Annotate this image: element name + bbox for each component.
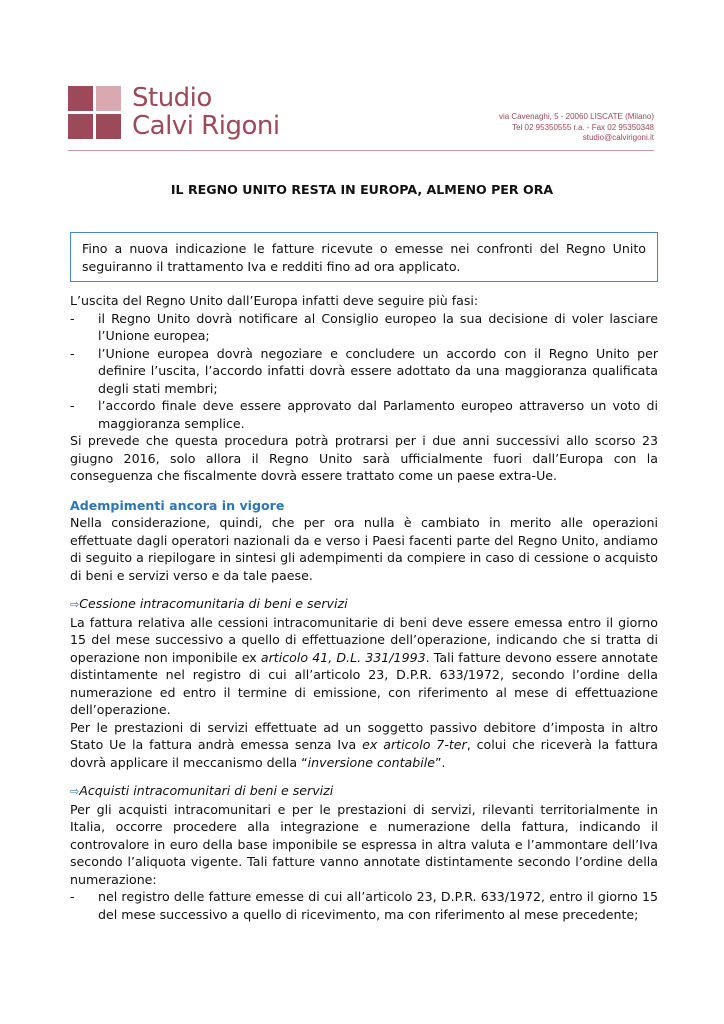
law-reference: ex articolo 7-ter [362, 737, 467, 752]
arrow-right-icon: ⇨ [70, 785, 80, 798]
logo-text [132, 84, 280, 140]
arrow-right-icon: ⇨ [70, 598, 80, 611]
section-heading: Adempimenti ancora in vigore [70, 497, 285, 513]
list-item-text: l’accordo finale deve essere approvato dal Parlamento europeo attraverso un voto di maggioranza semplice. [98, 398, 658, 431]
contact-phone: Tel 02 95350555 r.a. - Fax 02 95350348 [512, 122, 654, 132]
header-divider [68, 150, 654, 151]
text-run: Per le prestazioni di servizi effettuate ad un soggetto passivo debitore d’imposta in altro Stato Ue la fattura andrà emessa senza Iva [70, 719, 658, 752]
subsection-heading-cessione [70, 595, 658, 614]
section-paragraph: Nella considerazione, quindi, che per ora nulla è cambiato in merito alle operazioni effettuate dagli operatori nazionali da e verso i Paesi facenti parte del Regno Unito, andiamo di seguito a riepilogare in sintesi gli adempimenti da compiere in caso di cessione o acquisto di beni e servizi verso e da tale paese. [70, 515, 658, 583]
law-reference: articolo 41, D.L. 331/1993 [260, 649, 426, 665]
conclusion-paragraph: Si prevede che questa procedura potrà protrarsi per i due anni successivi allo scorso 23 giugno 2016, solo allora il Regno Unito sarà ufficialmente fuori dall’Europa con la conseguenza che fiscalmente dovrà essere trattato come un paese extra-Ue. [70, 433, 658, 483]
list-item-text: nel registro delle fatture emesse di cui all’articolo 23, D.P.R. 633/1972, entro il giorno 15 del mese successivo a quello di ricevimento, ma con riferimento al mese precedente; [98, 889, 658, 922]
list-item-text: il Regno Unito dovrà notificare al Consiglio europeo la sua decisione di voler lasciare l’Unione europea; [98, 310, 658, 343]
list-item [70, 888, 658, 923]
contact-address: via Cavenaghi, 5 - 20060 LISCATE (Milano) [498, 112, 654, 121]
list-item [70, 345, 658, 398]
logo-line-1: Studio [132, 83, 212, 113]
text-run: . Tali fatture devono essere annotate distintamente nel registro di cui all’articolo 23, D.P.R. 633/1972, secondo l’ordine della numerazione ed entro il termine di emissione, con riferimento al mese di effettuazione dell’operazione. [70, 649, 658, 717]
term-reference: inversione contabile [307, 754, 436, 770]
intro-paragraph: L’uscita del Regno Unito dall’Europa infatti deve seguire più fasi: [70, 293, 479, 308]
cessione-paragraph-1 [70, 614, 658, 719]
document-title: IL REGNO UNITO RESTA IN EUROPA, ALMENO PER ORA [170, 182, 554, 197]
text-run: , colui che riceverà la fattura dovrà applicare il meccanismo della “ [70, 737, 658, 770]
acquisti-paragraph: Per gli acquisti intracomunitari e per le prestazioni di servizi, rilevanti territorialmente in Italia, occorre procedere alla integrazione e numerazione della fattura, indicando il controvalore in euro della base imponibile se espressa in altra valuta e l’ammontare dell’Iva secondo l’aliquota vigente. Tali fatture vanno annotate distintamente secondo l’ordine della numerazione: [70, 801, 658, 887]
subsection-title: Acquisti intracomunitari di beni e servizi [79, 783, 334, 798]
list-dash: - [70, 310, 75, 326]
logo-mark [68, 86, 121, 139]
list-item [70, 397, 658, 432]
list-item [70, 310, 658, 345]
document-body [70, 292, 658, 923]
cessione-paragraph-2 [70, 719, 658, 772]
list-item-text: l’Unione europea dovrà negoziare e concludere un accordo con il Regno Unito per definire l’uscita, l’accordo infatti dovrà essere adottato da una maggioranza qualificata degli stati membri; [98, 345, 658, 396]
list-dash: - [70, 398, 75, 413]
subsection-heading-acquisti [70, 782, 658, 801]
contact-email: studio@calvirigoni.it [582, 133, 654, 142]
text-run: ”. [435, 754, 446, 770]
logo-line-2: Calvi Rigoni [132, 111, 280, 141]
highlight-box: Fino a nuova indicazione le fatture ricevute o emesse nei confronti del Regno Unito seguiranno il trattamento Iva e redditi fino ad ora applicato. [70, 232, 658, 282]
subsection-title: Cessione intracomunitaria di beni e servizi [79, 596, 348, 611]
list-dash: - [70, 889, 75, 904]
contact-info [499, 112, 654, 144]
text-run: La fattura relativa alle cessioni intracomunitarie di beni deve essere emessa entro il giorno 15 del mese successivo a quello di effettuazione dell’operazione, indicando che si tratta di operazione non imponibile ex [70, 614, 658, 665]
list-dash: - [70, 345, 75, 361]
